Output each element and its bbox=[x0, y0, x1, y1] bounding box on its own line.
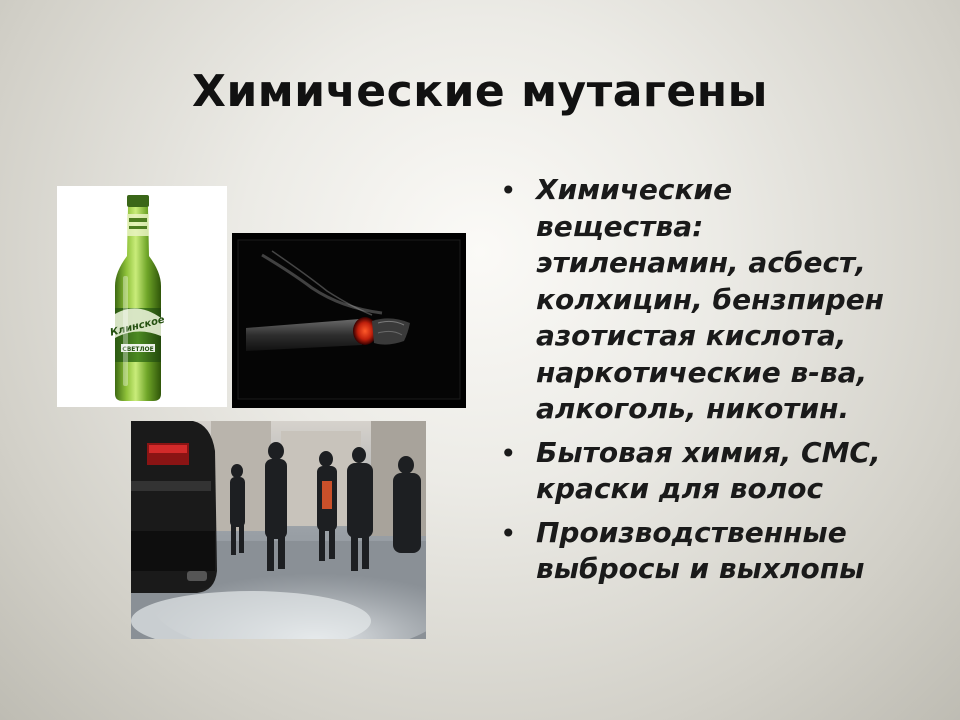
bullet-dot: • bbox=[500, 174, 517, 207]
bullet-line: алкоголь, никотин. bbox=[536, 392, 850, 425]
bullet-line: Химические bbox=[536, 173, 733, 206]
beer-label-type: СВЕТЛОЕ bbox=[122, 346, 154, 353]
bullet-dot: • bbox=[500, 516, 517, 550]
bullet-line: наркотические в-ва, bbox=[536, 355, 868, 389]
bullet-list bbox=[496, 172, 936, 595]
cigarette-image bbox=[232, 233, 466, 408]
beer-bottle-image bbox=[57, 186, 227, 407]
street-exhaust-image bbox=[131, 421, 426, 639]
bullet-line: этиленамин, асбест, bbox=[536, 246, 866, 279]
bullet-line: краски для волос bbox=[536, 472, 824, 505]
bullet-line: Бытовая химия, СМС, bbox=[536, 435, 881, 469]
bullet-item-chemicals bbox=[496, 172, 936, 428]
bullet-line: колхицин, бензпирен bbox=[536, 282, 885, 316]
bullet-dot: • bbox=[500, 436, 517, 470]
beer-label-brand: Клинское bbox=[109, 314, 166, 339]
bullet-line: вещества: bbox=[536, 209, 704, 243]
slide-title: Химические мутагены bbox=[192, 66, 768, 117]
bullet-item-industrial bbox=[496, 515, 936, 588]
bullet-line: Производственные bbox=[536, 515, 847, 549]
bullet-item-household bbox=[496, 435, 936, 508]
bullet-line: азотистая кислота, bbox=[536, 319, 847, 352]
bullet-line: выбросы и выхлопы bbox=[536, 552, 865, 585]
